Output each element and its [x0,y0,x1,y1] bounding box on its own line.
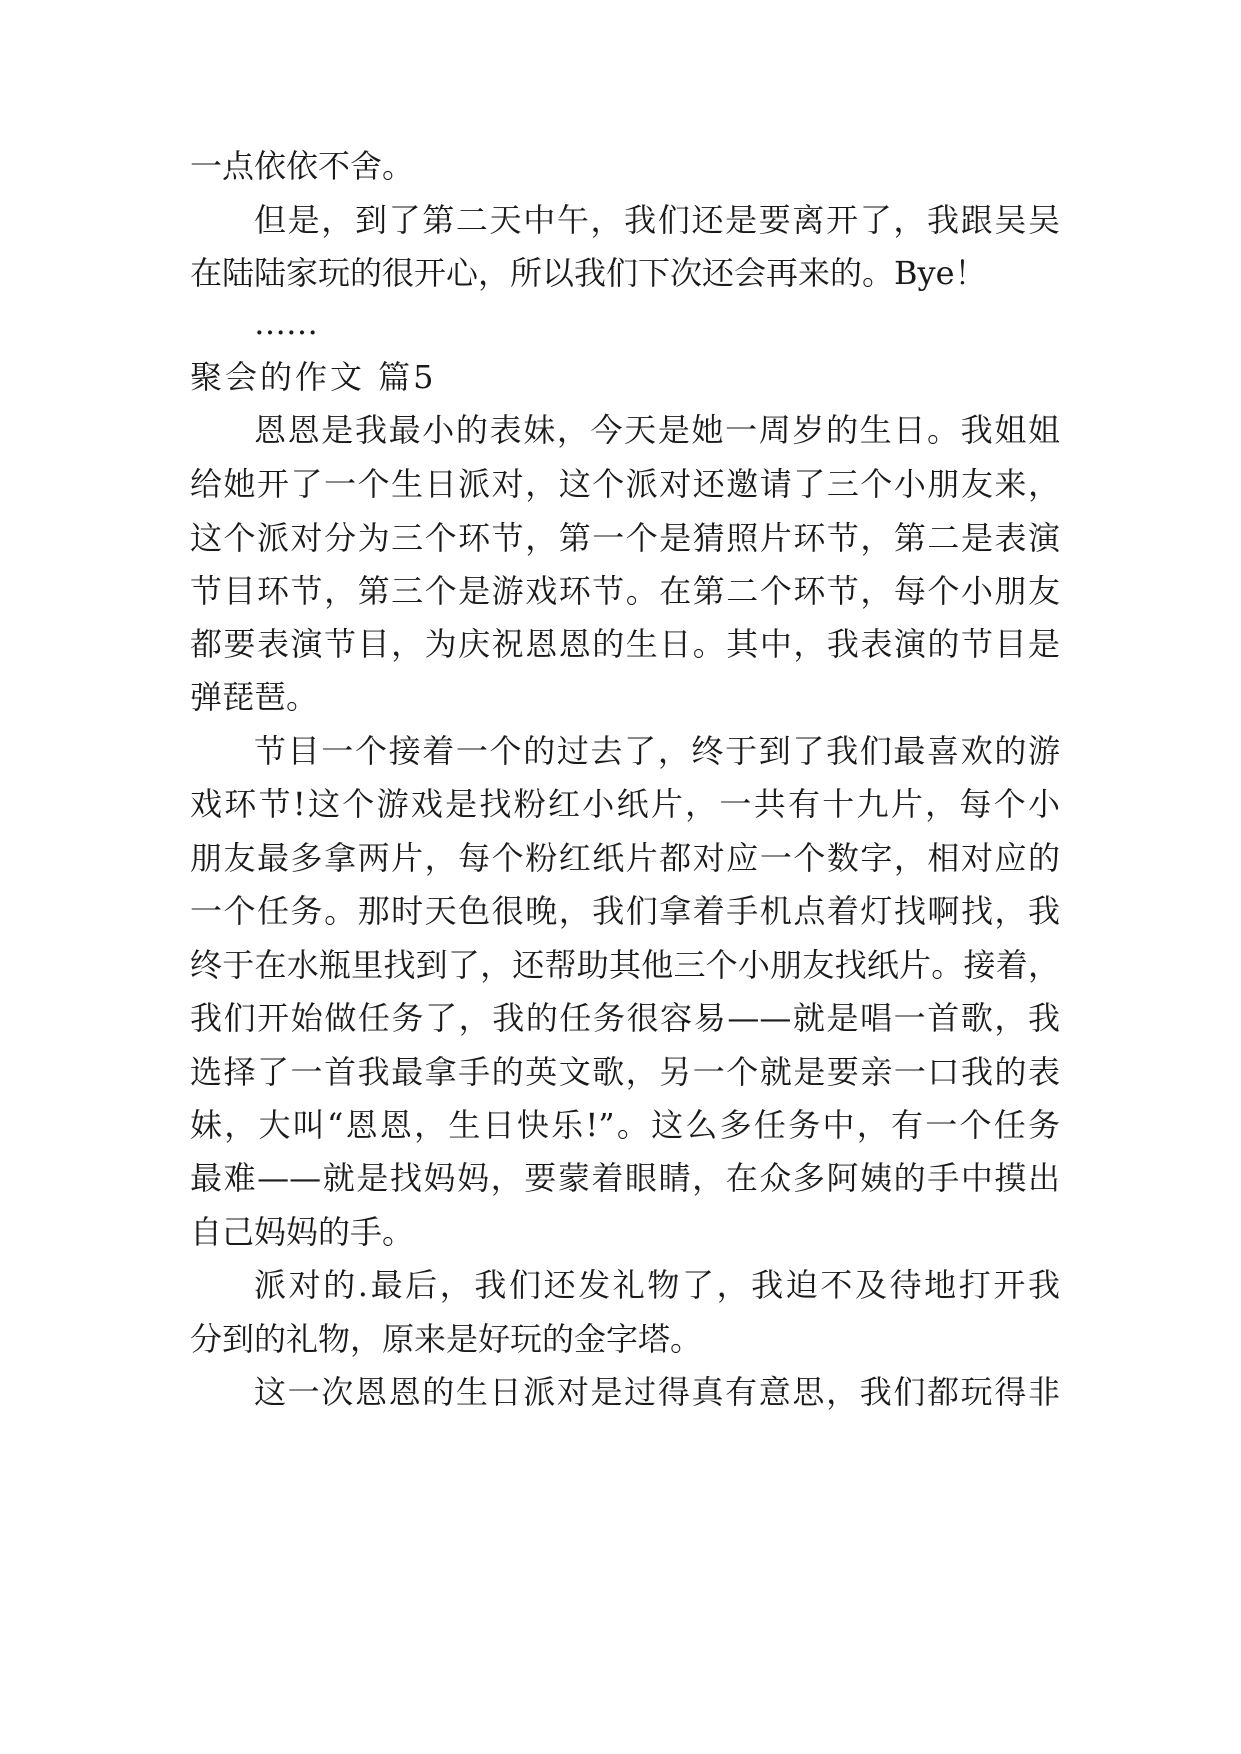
paragraph-line: 派对的.最后，我们还发礼物了，我迫不及待地打开我 [254,1266,1060,1304]
paragraph-line: 弹琵琶。 [190,678,319,716]
paragraph-line: 节目一个接着一个的过去了，终于到了我们最喜欢的游 [254,732,1060,770]
paragraph-line: 我们开始做任务了，我的任务很容易——就是唱一首歌，我 [190,999,1060,1037]
paragraph-line: 给她开了一个生日派对，这个派对还邀请了三个小朋友来， [190,465,1060,503]
ellipsis-line: …… [254,304,318,342]
paragraph-line: 在陆陆家玩的很开心，所以我们下次还会再来的。Bye！ [190,254,987,292]
paragraph-line: 一点依依不舍。 [190,147,415,185]
paragraph-line: 但是，到了第二天中午，我们还是要离开了，我跟吴吴 [254,201,1060,239]
paragraph-line: 自己妈妈的手。 [190,1213,415,1251]
paragraph-line: 这一次恩恩的生日派对是过得真有意思，我们都玩得非 [254,1373,1060,1411]
paragraph-line: 朋友最多拿两片，每个粉红纸片都对应一个数字，相对应的 [190,839,1060,877]
paragraph-line: 妹，大叫“恩恩，生日快乐!”。这么多任务中，有一个任务 [190,1106,1060,1144]
paragraph-line: 恩恩是我最小的表妹，今天是她一周岁的生日。我姐姐 [254,411,1060,449]
paragraph-line: 最难——就是找妈妈，要蒙着眼睛，在众多阿姨的手中摸出 [190,1159,1060,1197]
paragraph-line: 这个派对分为三个环节，第一个是猜照片环节，第二是表演 [190,519,1060,557]
paragraph-line: 分到的礼物，原来是好玩的金字塔。 [190,1320,703,1358]
paragraph-line: 终于在水瓶里找到了，还帮助其他三个小朋友找纸片。接着， [190,946,1060,984]
paragraph-line: 一个任务。那时天色很晚，我们拿着手机点着灯找啊找，我 [190,892,1060,930]
paragraph-line: 都要表演节目，为庆祝恩恩的生日。其中，我表演的节目是 [190,625,1060,663]
paragraph-line: 选择了一首我最拿手的英文歌，另一个就是要亲一口我的表 [190,1053,1060,1091]
paragraph-line: 戏环节!这个游戏是找粉红小纸片，一共有十九片，每个小 [190,785,1060,823]
section-heading: 聚会的作文 篇5 [190,358,437,396]
paragraph-line: 节目环节，第三个是游戏环节。在第二个环节，每个小朋友 [190,572,1060,610]
